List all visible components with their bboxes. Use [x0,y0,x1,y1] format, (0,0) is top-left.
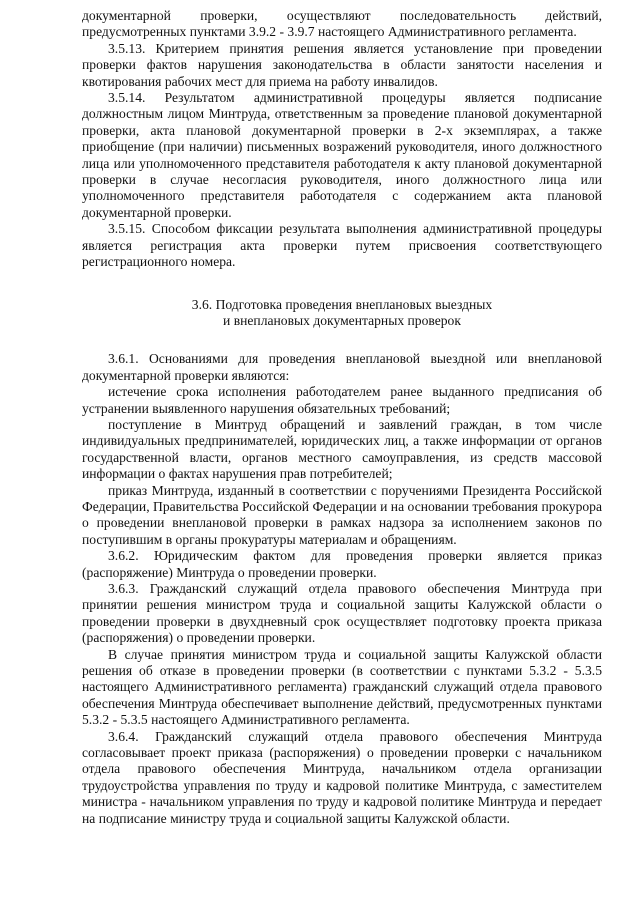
paragraph-ground-order: приказ Минтруда, изданный в соответствии с поручениями Президента Российской Федерации, Правительства Российской Федерации и на основании требования прокурора о проведении внеплановой проверки в рамках надзора за исполнением законов по поступившим в органы прокуратуры материалам и обращениям. [82,482,602,547]
paragraph-3-5-14: 3.5.14. Результатом административной процедуры является подписание должностным лицом Минтруда, ответственным за проведение плановой документарной проверки, акта плановой документарной проверки в 2-х экземплярах, а также приобщение (при наличии) письменных возражений руководителя, иного должностного лица или уполномоченного представителя работодателя к акту плановой документарной проверки в случае несогласия руководителя, иного должностного лица или уполномоченного представителя работодателя с содержанием акта плановой документарной проверки. [82,90,602,220]
paragraph-3-5-15: 3.5.15. Способом фиксации результата выполнения административной процедуры является регистрация акта проверки путем присвоения соответствующего регистрационного номера. [82,221,602,270]
paragraph-3-5-13: 3.5.13. Критерием принятия решения является установление при проведении проверки фактов нарушения законодательства в области занятости населения и квотирования рабочих мест для приема на работу инвалидов. [82,40,602,89]
paragraph-ground-deadline: истечение срока исполнения работодателем ранее выданного предписания об устранении выявленного нарушения обязательных требований; [82,384,602,416]
paragraph-3-6-2: 3.6.2. Юридическим фактом для проведения проверки является приказ (распоряжение) Минтруда о проведении проверки. [82,548,602,580]
paragraph-3-6-3: 3.6.3. Гражданский служащий отдела правового обеспечения Минтруда при принятии решения министром труда и социальной защиты Калужской области о проведении проверки в двухдневный срок осуществляет подготовку проекта приказа (распоряжения) о проведении проверки. [82,581,602,646]
paragraph-3-6-1: 3.6.1. Основаниями для проведения внеплановой выездной или внеплановой документарной проверки являются: [82,351,602,383]
document-page [82,8,602,827]
paragraph-3-6-4: 3.6.4. Гражданский служащий отдела правового обеспечения Минтруда согласовывает проект приказа (распоряжения) о проведении проверки с начальником отдела правового обеспечения Минтруда, начальником отдела организации трудоустройства управления по труду и кадровой политике Минтруда, с заместителем министра - начальником управления по труду и кадровой политике Минтруда и передает на подписание министру труда и социальной защиты Калужской области. [82,728,602,826]
section-heading-line-2: и внеплановых документарных проверок [223,312,461,328]
paragraph-refusal: В случае принятия министром труда и социальной защиты Калужской области решения об отказе в проведении проверки (в соответствии с пунктами 5.3.2 - 5.3.5 настоящего Административного регламента) гражданский служащий отдела правового обеспечения Минтруда обеспечивает выполнение действий, предусмотренных пунктами 5.3.2 - 5.3.5 настоящего Административного регламента. [82,646,602,728]
section-heading-3-6 [82,297,602,330]
paragraph-continuation: документарной проверки, осуществляют последовательность действий, предусмотренных пунктами 3.9.2 - 3.9.7 настоящего Административного регламента. [82,8,602,40]
paragraph-ground-appeals: поступление в Минтруд обращений и заявлений граждан, в том числе индивидуальных предпринимателей, юридических лиц, а также информации от органов государственной власти, органов местного самоуправления, из средств массовой информации о фактах нарушения прав потребителей; [82,416,602,482]
section-heading-line-1: 3.6. Подготовка проведения внеплановых выездных [191,296,493,312]
